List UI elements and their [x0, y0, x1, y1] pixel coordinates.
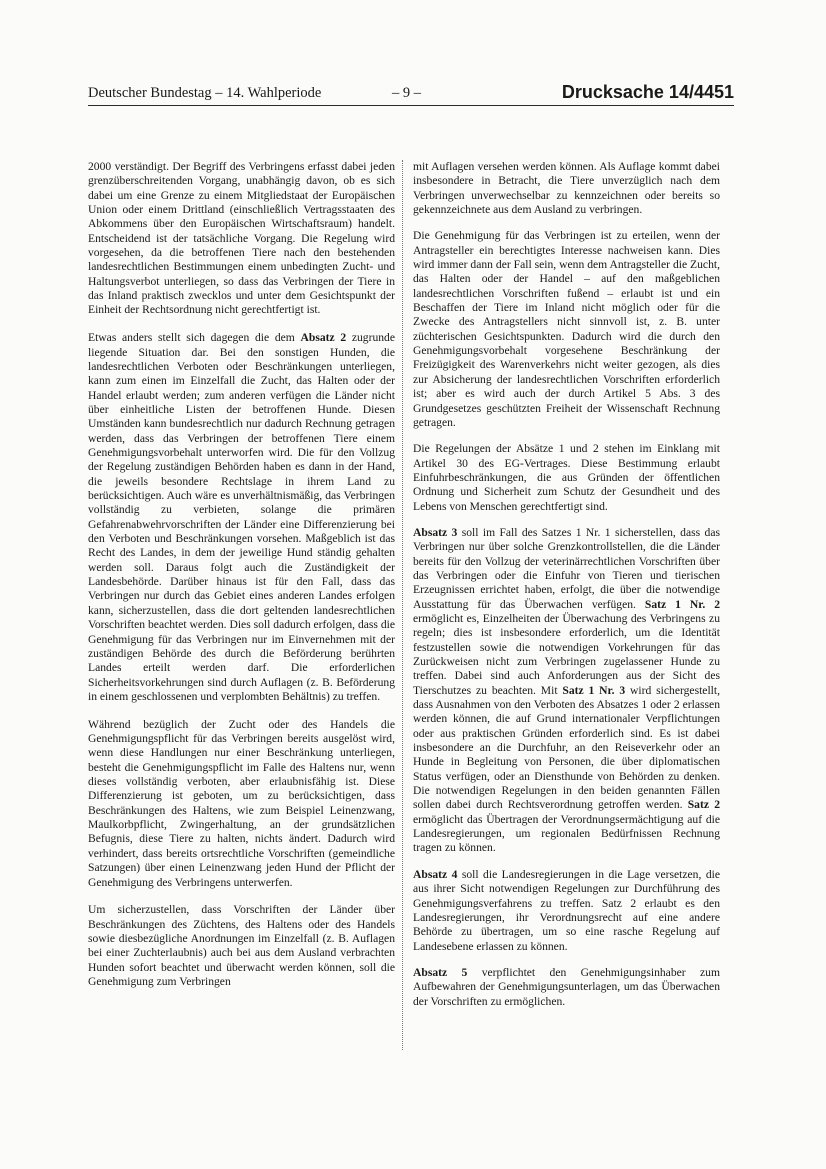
- bold-reference: Satz 2: [687, 798, 720, 812]
- right-column: [413, 160, 720, 1021]
- page-number: – 9 –: [392, 85, 421, 101]
- paragraph: Absatz 4 soll die Landesregierungen in die Lage versetzen, die aus ihrer Sicht notwendigen Regelungen zur Durchführung des Genehmigungsverfahrens zu treffen. Satz 2 erlaubt es den Landesregierungen, ihr Verordnungsrecht auf eine andere Behörde zu übertragen, um so eine rasche Regelung auf Landesebene erlassen zu können.: [413, 867, 720, 953]
- document-number: Drucksache 14/4451: [561, 82, 734, 102]
- bold-reference: Absatz 5: [413, 965, 468, 979]
- paragraph: mit Auflagen versehen werden können. Als Auflage kommt dabei insbesondere in Betracht, die Tiere unverzüglich nach dem Verbringen unverwechselbar zu kennzeichnen oder bereits so gekennzeichnete aus dem Ausland zu verbringen.: [413, 160, 720, 217]
- paragraph: Absatz 3 soll im Fall des Satzes 1 Nr. 1 sicherstellen, dass das Verbringen nur über solche Grenzkontrollstellen, die die Länder bereits für den Vollzug der veterinärrechtlichen Vorschriften über das Verbringen oder die Einfuhr von Tieren und tierischen Erzeugnissen errichtet haben, erfolgt, die über die notwendige Ausstattung für das Überwachen verfügen. Satz 1 Nr. 2 ermöglicht es, Einzelheiten der Überwachung des Verbringens zu regeln; dies ist insbesondere erforderlich, um die Identität festzustellen sowie die notwendigen Vorkehrungen für das Zurückweisen nicht zum Verbringen zugelassener Hunde zu treffen. Dabei sind auch Anforderungen aus der Sicht des Tierschutzes zu beachten. Mit Satz 1 Nr. 3 wird sichergestellt, dass Ausnahmen von den Verboten des Absatzes 1 oder 2 erlassen werden können, die auf Grund internationaler Verpflichtungen oder aus praktischen Gründen erforderlich sind. Es ist dabei insbesondere an die Durchfuhr, an den Reiseverkehr oder an Hunde in Begleitung von Personen, die über diplomatischen Status verfügen, oder an Diensthunde von Behörden zu denken. Die notwendigen Regelungen in den beiden genannten Fällen sollen dabei durch Rechtsverordnung getroffen werden. Satz 2 ermöglicht das Übertragen der Verordnungsermächtigung auf die Landesregierungen, um regionalen Bedürfnissen Rechnung tragen zu können.: [413, 525, 721, 855]
- header-rule: [88, 105, 734, 106]
- paragraph: Um sicherzustellen, dass Vorschriften der Länder über Beschränkungen des Züchtens, des Haltens oder des Handels sowie diesbezügliche Anordnungen im Einzelfall (z. B. Auflagen bei einer Zuchterlaubnis) auch bei aus dem Ausland verbrachten Hunden sofort beachtet und überwacht werden können, soll die Genehmigung zum Verbringen: [88, 903, 395, 989]
- bold-reference: Absatz 3: [413, 525, 458, 539]
- bold-reference: Satz 1 Nr. 2: [644, 597, 720, 611]
- left-column: [88, 160, 395, 1003]
- bold-reference: Absatz 4: [413, 867, 458, 881]
- paragraph: Während bezüglich der Zucht oder des Handels die Genehmigungspflicht für das Verbringen bereits ausgelöst wird, wenn diese Handlungen nur einer Beschränkung unterliegen, besteht die Genehmigungspflicht im Falle des Haltens nur, wenn dieses vollständig verboten, aber erlaubnisfähig ist. Diese Differenzierung ist geboten, um zu berücksichtigen, dass Beschränkungen des Haltens, wie zum Beispiel Leinenzwang, Maulkorbpflicht, Zwingerhaltung, an der grundsätzlichen Befugnis, diese Tiere zu halten, nichts ändert. Dadurch wird verhindert, dass bereits ortsrechtliche Vorschriften (gemeindliche Satzungen) über einen Leinenzwang jeden Hund der Pflicht der Genehmigung des Verbringens unterwerfen.: [88, 717, 395, 889]
- page-header: [88, 82, 734, 106]
- paragraph: Die Genehmigung für das Verbringen ist zu erteilen, wenn der Antragsteller ein berechtigtes Interesse nachweisen kann. Dies wird immer dann der Fall sein, wenn dem Antragsteller die Zucht, das Halten oder der Handel – auf den maßgeblichen landesrechtlichen Vorschriften fußend – erlaubt ist und ein Beschaffen der Tiere im Inland nicht möglich oder für die Zwecke des Antragstellers nicht sinnvoll ist, z. B. unter züchterischen Gesichtspunkten. Dadurch wird die durch den Genehmigungsvorbehalt vorgesehene Beschränkung der Freizügigkeit des Warenverkehrs nicht weiter gezogen, als dies zur Absicherung der landesrechtlichen Vorschriften erforderlich ist; aber es wird auch der durch Artikel 5 Abs. 3 des Grundgesetzes geschützten Freiheit der Wissenschaft Rechnung getragen.: [413, 229, 720, 429]
- parliament-label: Deutscher Bundestag – 14. Wahlperiode: [88, 85, 322, 101]
- paragraph: Absatz 5 verpflichtet den Genehmigungsinhaber zum Aufbewahren der Genehmigungsunterlagen, um das Überwachen der Vorschriften zu ermöglichen.: [413, 965, 720, 1008]
- paragraph: 2000 verständigt. Der Begriff des Verbringens erfasst dabei jeden grenzüberschreitenden Vorgang, unabhängig davon, ob es sich dabei um eine Grenze zu einem Mitgliedstaat der Europäischen Union oder einem Drittland (einschließlich Vertragsstaaten des Abkommens über den Europäischen Wirtschaftsraum) handelt. Entscheidend ist der tatsächliche Vorgang. Die Regelung wird vorgesehen, da die betroffenen Tiere nach den bestehenden landesrechtlichen Bestimmungen einem unbedingten Zucht- und Haltungsverbot unterliegen, so dass das Verbringen der Tiere in das Inland praktisch zwecklos und unter dem Gesichtspunkt der Einheit der Rechtsordnung nicht gerechtfertigt ist.: [88, 160, 395, 317]
- paragraph: Etwas anders stellt sich dagegen die dem Absatz 2 zugrunde liegende Situation dar. Bei den sonstigen Hunden, die landesrechtlichen Verboten oder Beschränkungen unterliegen, kann zum einen im Einzelfall die Zucht, das Halten oder der Handel erlaubt werden; zum anderen verfügen die Länder nicht über einheitliche Listen der betroffenen Hunde. Diesen Umständen kann bundesrechtlich nur dadurch Rechnung getragen werden, dass das Verbringen der betroffenen Tiere einem Genehmigungsvorbehalt unterworfen wird. Die für den Vollzug der Regelung zuständigen Behörden haben es dann in der Hand, die jeweils besondere Rechtslage in ihrem Land zu berücksichtigen. Auch wäre es unverhältnismäßig, das Verbringen vollständig zu verbieten, solange die primären Gefahrenabwehrvorschriften der Länder eine Differenzierung bei den Verboten und Beschränkungen vorsehen. Maßgeblich ist das Recht des Landes, in dem der jeweilige Hund ständig gehalten werden soll. Daraus folgt auch die Zuständigkeit der Landesbehörde. Darüber hinaus ist für den Fall, dass das Verbringen nur durch das Gebiet eines anderen Landes erfolgen kann, sicherzustellen, dass die dort geltenden landesrechtlichen Vorschriften beachtet werden. Dies soll dadurch erfolgen, dass die Genehmigung für das Verbringen nur im Einvernehmen mit der zuständigen Behörde des durch die Beförderung berührten Landes erteilt werden darf. Die erforderlichen Sicherheitsvorkehrungen sind durch Auflagen (z. B. Beförderung in einem geschlossenen und verplombten Behältnis) zu treffen.: [88, 331, 395, 703]
- column-divider: [402, 160, 403, 1050]
- paragraph: Die Regelungen der Absätze 1 und 2 stehen im Einklang mit Artikel 30 des EG-Vertrages. Diese Bestimmung erlaubt Einfuhrbeschränkungen, die aus Gründen der öffentlichen Ordnung und Sicherheit zum Schutz der Gesundheit und des Lebens von Menschen gerechtfertigt sind.: [413, 442, 720, 513]
- bold-reference: Satz 1 Nr. 3: [562, 683, 626, 697]
- bold-reference: Absatz 2: [300, 331, 347, 345]
